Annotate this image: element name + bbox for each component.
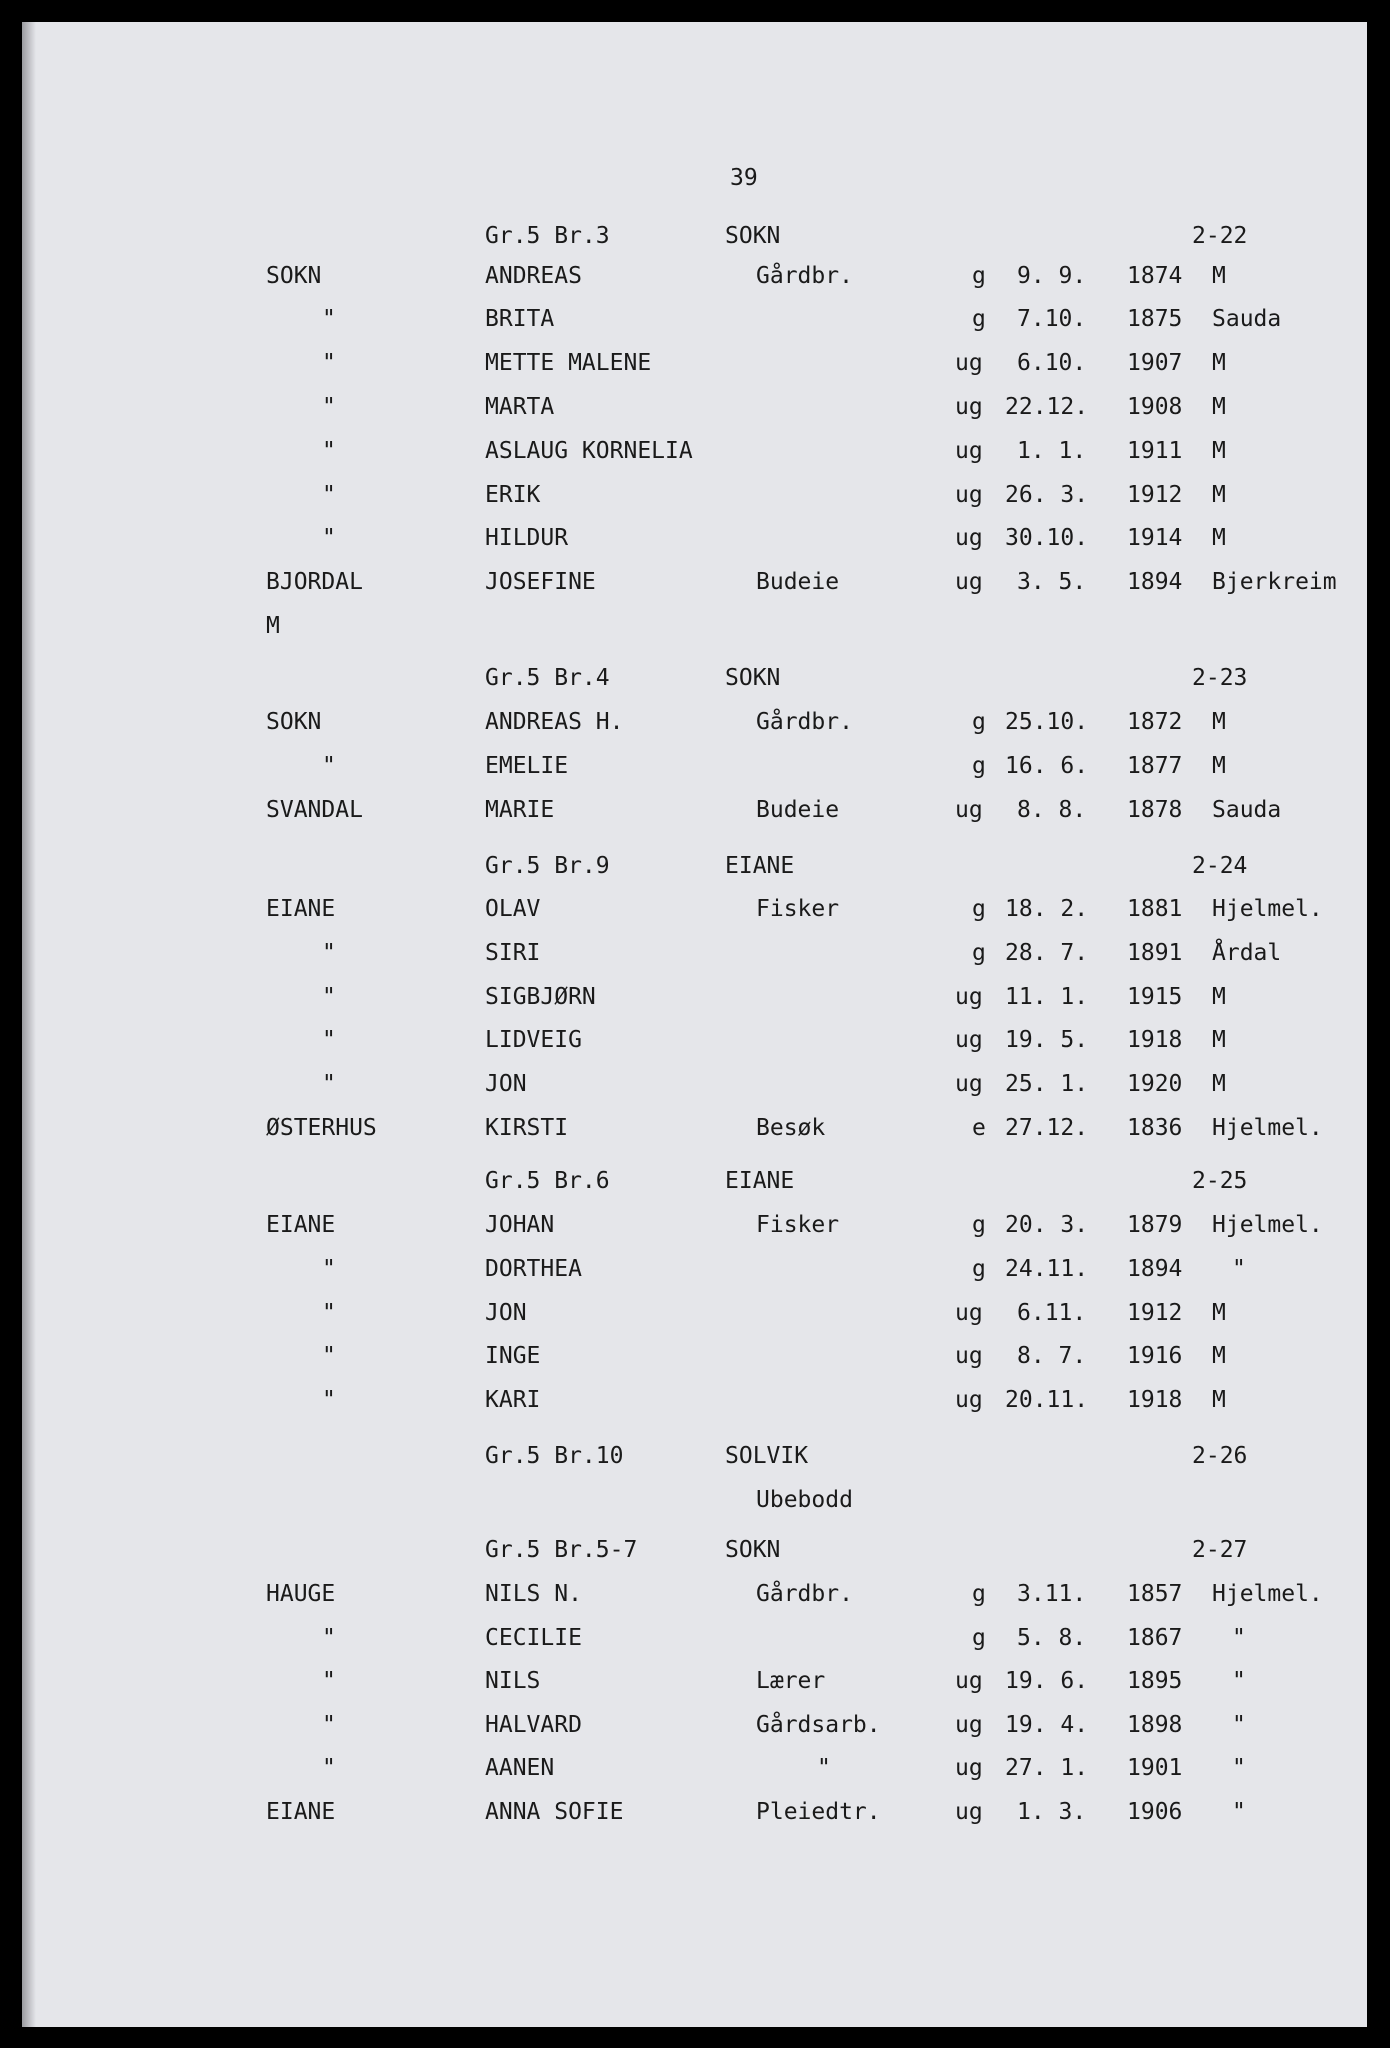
person-marital-status: ug <box>955 1799 983 1825</box>
person-birth-place: M <box>1212 350 1226 376</box>
person-occupation: Budeie <box>756 797 840 823</box>
person-birth-date: 26. 3. <box>1005 482 1089 508</box>
person-birth-place: " <box>1232 1712 1246 1738</box>
person-birth-year: 1894 <box>1127 569 1183 595</box>
section-header-code: 2-23 <box>1192 665 1248 691</box>
person-birth-place: M <box>1212 394 1226 420</box>
person-first-name: JOSEFINE <box>485 569 596 595</box>
person-surname: " <box>322 1256 336 1282</box>
person-birth-date: 19. 4. <box>1005 1712 1089 1738</box>
person-surname: " <box>322 1712 336 1738</box>
person-surname: " <box>322 438 336 464</box>
person-birth-year: 1879 <box>1127 1212 1183 1238</box>
person-marital-status: g <box>972 1256 986 1282</box>
person-first-name: AANEN <box>485 1755 555 1781</box>
section-header-code: 2-26 <box>1192 1443 1248 1469</box>
person-marital-status: g <box>972 1212 986 1238</box>
person-marital-status: ug <box>955 1027 983 1053</box>
person-birth-date: 1. 3. <box>1017 1799 1087 1825</box>
person-birth-year: 1872 <box>1127 709 1183 735</box>
section-header-farm: EIANE <box>725 853 795 879</box>
person-first-name: SIRI <box>485 940 541 966</box>
person-birth-date: 5. 8. <box>1017 1625 1087 1651</box>
section-header-code: 2-27 <box>1192 1537 1248 1563</box>
person-marital-status: ug <box>955 350 983 376</box>
person-birth-year: 1916 <box>1127 1343 1183 1369</box>
person-first-name: HILDUR <box>485 525 569 551</box>
person-birth-date: 18. 2. <box>1005 896 1089 922</box>
person-birth-place: Bjerkreim <box>1212 569 1337 595</box>
person-birth-year: 1836 <box>1127 1115 1183 1141</box>
person-marital-status: g <box>972 896 986 922</box>
person-birth-year: 1914 <box>1127 525 1183 551</box>
person-marital-status: ug <box>955 569 983 595</box>
person-occupation: Besøk <box>756 1115 826 1141</box>
person-surname: " <box>322 1343 336 1369</box>
person-marital-status: ug <box>955 1071 983 1097</box>
section-header-gr: Gr.5 Br.5-7 <box>485 1537 638 1563</box>
person-marital-status: ug <box>955 1712 983 1738</box>
person-birth-place: " <box>1232 1799 1246 1825</box>
person-first-name: KIRSTI <box>485 1115 569 1141</box>
person-occupation: Lærer <box>756 1668 826 1694</box>
person-birth-date: 9. 9. <box>1017 263 1087 289</box>
person-surname: " <box>322 306 336 332</box>
section-header-farm: SOLVIK <box>725 1443 809 1469</box>
person-birth-place: M <box>1212 438 1226 464</box>
person-birth-year: 1912 <box>1127 482 1183 508</box>
person-surname: " <box>322 1755 336 1781</box>
person-birth-place: M <box>1212 709 1226 735</box>
section-header-gr: Gr.5 Br.9 <box>485 853 610 879</box>
person-surname: " <box>322 1668 336 1694</box>
person-birth-year: 1898 <box>1127 1712 1183 1738</box>
person-birth-date: 30.10. <box>1005 525 1089 551</box>
person-first-name: JON <box>485 1071 527 1097</box>
person-birth-year: 1857 <box>1127 1581 1183 1607</box>
person-birth-place: M <box>1212 482 1226 508</box>
person-birth-year: 1878 <box>1127 797 1183 823</box>
person-birth-place: " <box>1232 1625 1246 1651</box>
person-occupation: Fisker <box>756 896 840 922</box>
person-birth-place: M <box>1212 1027 1226 1053</box>
person-first-name: ANDREAS H. <box>485 709 624 735</box>
person-birth-date: 24.11. <box>1005 1256 1089 1282</box>
person-birth-year: 1901 <box>1127 1755 1183 1781</box>
person-birth-year: 1906 <box>1127 1799 1183 1825</box>
person-birth-date: 6.11. <box>1017 1300 1087 1326</box>
section-header-code: 2-22 <box>1192 223 1248 249</box>
person-marital-status: g <box>972 1625 986 1651</box>
person-marital-status: g <box>972 263 986 289</box>
person-marital-status: g <box>972 940 986 966</box>
person-birth-date: 27.12. <box>1005 1115 1089 1141</box>
person-first-name: ASLAUG KORNELIA <box>485 438 693 464</box>
person-first-name: NILS N. <box>485 1581 582 1607</box>
person-birth-date: 22.12. <box>1005 394 1089 420</box>
person-occupation: Fisker <box>756 1212 840 1238</box>
person-birth-year: 1911 <box>1127 438 1183 464</box>
person-marital-status: g <box>972 753 986 779</box>
person-birth-year: 1874 <box>1127 263 1183 289</box>
section-header-gr: Gr.5 Br.3 <box>485 223 610 249</box>
person-occupation: Budeie <box>756 569 840 595</box>
person-first-name: JON <box>485 1300 527 1326</box>
person-birth-date: 16. 6. <box>1005 753 1089 779</box>
person-birth-date: 28. 7. <box>1005 940 1089 966</box>
person-first-name: MARIE <box>485 797 555 823</box>
person-birth-year: 1877 <box>1127 753 1183 779</box>
person-birth-place: Hjelmel. <box>1212 1212 1323 1238</box>
person-marital-status: ug <box>955 1387 983 1413</box>
section-header-farm: SOKN <box>725 665 781 691</box>
person-birth-year: 1920 <box>1127 1071 1183 1097</box>
person-occupation: Pleiedtr. <box>756 1799 881 1825</box>
person-birth-year: 1907 <box>1127 350 1183 376</box>
person-birth-date: 1. 1. <box>1017 438 1087 464</box>
section-header-farm: SOKN <box>725 223 781 249</box>
person-birth-date: 7.10. <box>1017 306 1087 332</box>
person-birth-year: 1891 <box>1127 940 1183 966</box>
person-birth-place-continuation: M <box>266 613 280 639</box>
person-surname: " <box>322 350 336 376</box>
person-marital-status: ug <box>955 984 983 1010</box>
person-marital-status: ug <box>955 482 983 508</box>
person-birth-date: 11. 1. <box>1005 984 1089 1010</box>
person-marital-status: ug <box>955 1343 983 1369</box>
person-marital-status: ug <box>955 525 983 551</box>
page-number: 39 <box>730 165 758 191</box>
person-surname: " <box>322 984 336 1010</box>
person-marital-status: g <box>972 1581 986 1607</box>
person-birth-year: 1915 <box>1127 984 1183 1010</box>
person-birth-place: " <box>1232 1668 1246 1694</box>
section-header-code: 2-24 <box>1192 853 1248 879</box>
person-birth-year: 1881 <box>1127 896 1183 922</box>
person-marital-status: g <box>972 709 986 735</box>
person-birth-date: 3.11. <box>1017 1581 1087 1607</box>
person-first-name: OLAV <box>485 896 541 922</box>
person-birth-place: M <box>1212 1071 1226 1097</box>
person-birth-place: M <box>1212 1300 1226 1326</box>
section-header-farm: SOKN <box>725 1537 781 1563</box>
person-first-name: INGE <box>485 1343 541 1369</box>
person-birth-place: M <box>1212 984 1226 1010</box>
person-surname: SVANDAL <box>266 797 363 823</box>
person-first-name: ERIK <box>485 482 541 508</box>
person-birth-place: Sauda <box>1212 306 1282 332</box>
person-marital-status: ug <box>955 1300 983 1326</box>
person-birth-place: " <box>1232 1755 1246 1781</box>
person-birth-date: 25. 1. <box>1005 1071 1089 1097</box>
person-birth-year: 1894 <box>1127 1256 1183 1282</box>
person-surname: " <box>322 940 336 966</box>
person-first-name: CECILIE <box>485 1625 582 1651</box>
section-header-code: 2-25 <box>1192 1168 1248 1194</box>
section-header-gr: Gr.5 Br.6 <box>485 1168 610 1194</box>
person-marital-status: ug <box>955 797 983 823</box>
person-first-name: JOHAN <box>485 1212 555 1238</box>
person-first-name: ANDREAS <box>485 263 582 289</box>
person-birth-place: M <box>1212 753 1226 779</box>
person-birth-year: 1918 <box>1127 1027 1183 1053</box>
person-birth-year: 1908 <box>1127 394 1183 420</box>
person-birth-date: 19. 5. <box>1005 1027 1089 1053</box>
person-surname: EIANE <box>266 896 336 922</box>
person-first-name: METTE MALENE <box>485 350 652 376</box>
person-birth-date: 27. 1. <box>1005 1755 1089 1781</box>
person-surname: EIANE <box>266 1799 336 1825</box>
person-birth-place: " <box>1232 1256 1246 1282</box>
section-header-note: Ubebodd <box>756 1487 853 1513</box>
person-occupation: Gårdbr. <box>756 709 853 735</box>
person-surname: " <box>322 525 336 551</box>
person-birth-place: Hjelmel. <box>1212 896 1323 922</box>
person-occupation: " <box>817 1755 831 1781</box>
person-marital-status: e <box>972 1115 986 1141</box>
person-birth-year: 1895 <box>1127 1668 1183 1694</box>
person-birth-date: 25.10. <box>1005 709 1089 735</box>
section-header-farm: EIANE <box>725 1168 795 1194</box>
person-marital-status: ug <box>955 1755 983 1781</box>
person-first-name: EMELIE <box>485 753 569 779</box>
person-first-name: KARI <box>485 1387 541 1413</box>
person-occupation: Gårdbr. <box>756 263 853 289</box>
person-birth-date: 3. 5. <box>1017 569 1087 595</box>
person-surname: HAUGE <box>266 1581 336 1607</box>
person-birth-date: 8. 8. <box>1017 797 1087 823</box>
person-birth-place: Hjelmel. <box>1212 1581 1323 1607</box>
person-surname: " <box>322 1300 336 1326</box>
person-birth-year: 1867 <box>1127 1625 1183 1651</box>
page-edge-shadow <box>22 22 36 2027</box>
person-occupation: Gårdsarb. <box>756 1712 881 1738</box>
person-birth-year: 1918 <box>1127 1387 1183 1413</box>
person-surname: ØSTERHUS <box>266 1115 377 1141</box>
person-surname: " <box>322 1625 336 1651</box>
person-surname: " <box>322 1387 336 1413</box>
person-surname: " <box>322 1071 336 1097</box>
person-first-name: MARTA <box>485 394 555 420</box>
person-birth-year: 1875 <box>1127 306 1183 332</box>
person-birth-place: M <box>1212 1387 1226 1413</box>
person-surname: " <box>322 394 336 420</box>
person-marital-status: ug <box>955 1668 983 1694</box>
person-birth-place: M <box>1212 525 1226 551</box>
person-marital-status: ug <box>955 394 983 420</box>
person-birth-place: Årdal <box>1212 940 1282 966</box>
person-birth-date: 6.10. <box>1017 350 1087 376</box>
person-surname: BJORDAL <box>266 569 363 595</box>
census-page <box>22 22 1367 2027</box>
section-header-gr: Gr.5 Br.10 <box>485 1443 624 1469</box>
person-first-name: HALVARD <box>485 1712 582 1738</box>
person-birth-place: M <box>1212 1343 1226 1369</box>
person-first-name: SIGBJØRN <box>485 984 596 1010</box>
person-surname: " <box>322 1027 336 1053</box>
person-surname: " <box>322 753 336 779</box>
section-header-gr: Gr.5 Br.4 <box>485 665 610 691</box>
person-surname: " <box>322 482 336 508</box>
person-marital-status: g <box>972 306 986 332</box>
person-birth-place: M <box>1212 263 1226 289</box>
person-marital-status: ug <box>955 438 983 464</box>
person-birth-date: 20. 3. <box>1005 1212 1089 1238</box>
person-first-name: BRITA <box>485 306 555 332</box>
person-birth-year: 1912 <box>1127 1300 1183 1326</box>
person-first-name: DORTHEA <box>485 1256 582 1282</box>
person-occupation: Gårdbr. <box>756 1581 853 1607</box>
person-surname: EIANE <box>266 1212 336 1238</box>
person-birth-date: 19. 6. <box>1005 1668 1089 1694</box>
person-birth-place: Sauda <box>1212 797 1282 823</box>
person-surname: SOKN <box>266 709 322 735</box>
person-birth-date: 8. 7. <box>1017 1343 1087 1369</box>
person-first-name: LIDVEIG <box>485 1027 582 1053</box>
person-birth-place: Hjelmel. <box>1212 1115 1323 1141</box>
person-first-name: NILS <box>485 1668 541 1694</box>
person-first-name: ANNA SOFIE <box>485 1799 624 1825</box>
person-birth-date: 20.11. <box>1005 1387 1089 1413</box>
person-surname: SOKN <box>266 263 322 289</box>
